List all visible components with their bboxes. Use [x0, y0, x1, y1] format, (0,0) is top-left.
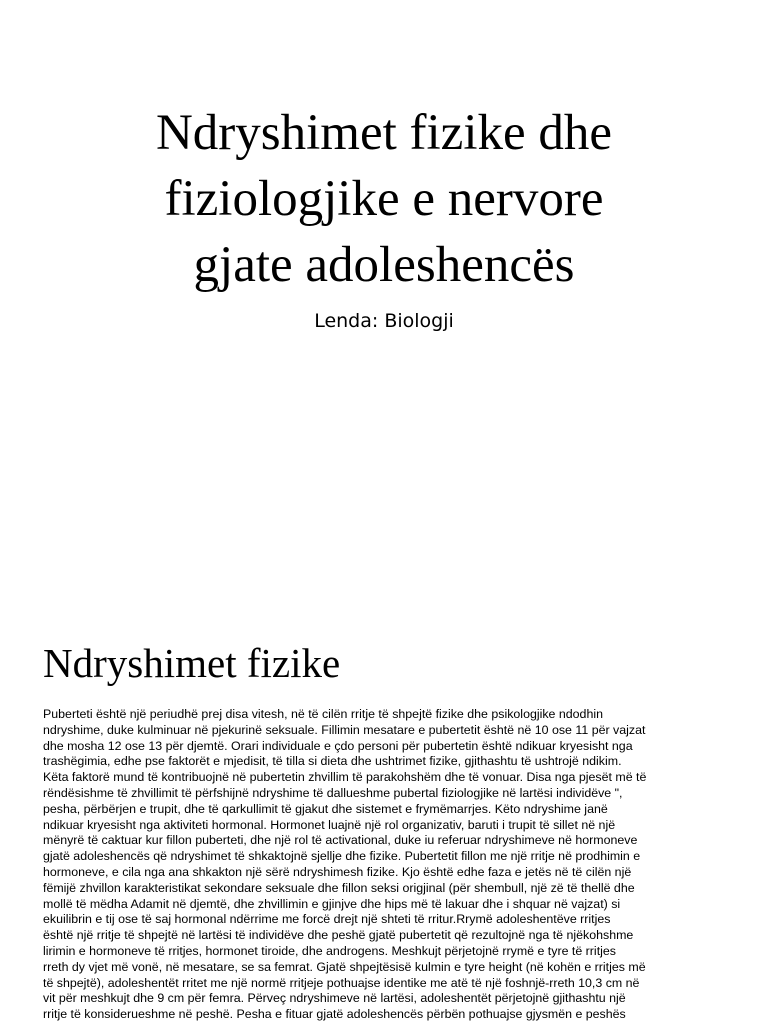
- body-line: është një rritje të shpejtë në lartësi të individëve dhe peshë gjatë pubertetit që rezultojnë nga të njëkohshme: [43, 928, 634, 943]
- body-line: ekuilibrin e tij ose të saj hormonal ndërrime me forcë drejt një shteti të rritur.Rrymë adoleshentëve rritjes: [43, 912, 611, 927]
- title-line: gjate adoleshencës: [193, 237, 575, 293]
- body-line: lirimin e hormoneve të rritjes, hormonet tiroide, dhe androgens. Meshkujt përjetojnë rrymë e tyre të rritjes: [43, 943, 616, 958]
- body-line: të shpejtë), adoleshentët rritet me një normë rritjeje pothuajse identike me atë të një foshnjë-rreth 10,3 cm në: [43, 975, 640, 990]
- body-line: Këta faktorë mund të kontribuojnë në pubertetin zhvillim të parakohshëm dhe të vonuar. Disa nga pjesët më të: [43, 770, 647, 785]
- body-line: trashëgimia, edhe pse faktorët e mjedisit, të tilla si dieta dhe ushtrimet fizike, gjithashtu të ushtrojë ndikim.: [43, 754, 622, 769]
- content-slide: [0, 612, 768, 1024]
- body-line: pesha, përbërjen e trupit, dhe të qarkullimit të gjakut dhe sistemet e frymëmarrjes. Këto ndryshime janë: [43, 801, 608, 816]
- body-line: ndryshime, duke kulminuar në pjekurinë seksuale. Fillimin mesatare e pubertetit është në 10 ose 11 për vajzat: [43, 722, 646, 737]
- body-line: hormoneve, e cila nga ana shkakton një sërë ndryshimesh fizike. Kjo është edhe faza e jetës në të cilën një: [43, 864, 632, 879]
- body-line: rëndësishme të zhvillimit të përfshijnë ndryshime të dallueshme pubertal fiziologjike në lartësi individëve ",: [43, 785, 623, 800]
- body-line: fëmijë zhvillon karakteristikat sekondare seksuale dhe fillon seksi origjinal (për shembull, një zë të thellë dhe: [43, 880, 635, 895]
- body-line: dhe mosha 12 ose 13 për djemtë. Orari individuale e çdo personi për pubertetin është ndikuar kryesisht nga: [43, 738, 633, 753]
- body-line: vit për meshkujt dhe 9 cm për femra. Përveç ndryshimeve në lartësi, adoleshentët përjetojnë gjithashtu një: [43, 991, 626, 1006]
- body-line: gjatë adoleshencës që ndryshimet të shkaktojnë sjellje dhe fizike. Pubertetit fillon me një rritje në prodhimin e: [43, 849, 641, 864]
- body-line: rritje të konsiderueshme në peshë. Pesha e fituar gjatë adoleshencës përbën pothuajse gjysmën e peshës: [43, 1007, 626, 1022]
- body-line: mënyrë të caktuar kur fillon puberteti, dhe një rol të activational, duke iu referuar ndryshimeve në hormoneve: [43, 833, 638, 848]
- body-line: Puberteti është një periudhë prej disa vitesh, në të cilën rritje të shpejtë fizike dhe psikologjike ndodhin: [43, 707, 603, 721]
- body-line: ndikuar kryesisht nga aktiviteti hormonal. Hormonet luajnë një rol organizativ, baruti i trupit të sillet në një: [43, 817, 616, 832]
- body-line: mollë të mëdha Adamit në djemtë, dhe zhvillimin e gjinjve dhe hips më të lakuar dhe i shquar në vajzat) si: [43, 896, 621, 911]
- title-line: fiziologjike e nervore: [164, 171, 604, 227]
- title-line: Ndryshimet fizike dhe: [155, 105, 613, 161]
- subtitle: Lenda: Biologji: [314, 310, 454, 332]
- body-line: rreth dy vjet më vonë, në mesatare, se sa femrat. Gjatë shpejtësisë kulmin e tyre height (në kohën e rritjes më: [43, 959, 646, 974]
- presentation-title: [60, 100, 708, 298]
- body-paragraph: [43, 707, 733, 1023]
- section-heading: Ndryshimet fizike: [43, 640, 341, 686]
